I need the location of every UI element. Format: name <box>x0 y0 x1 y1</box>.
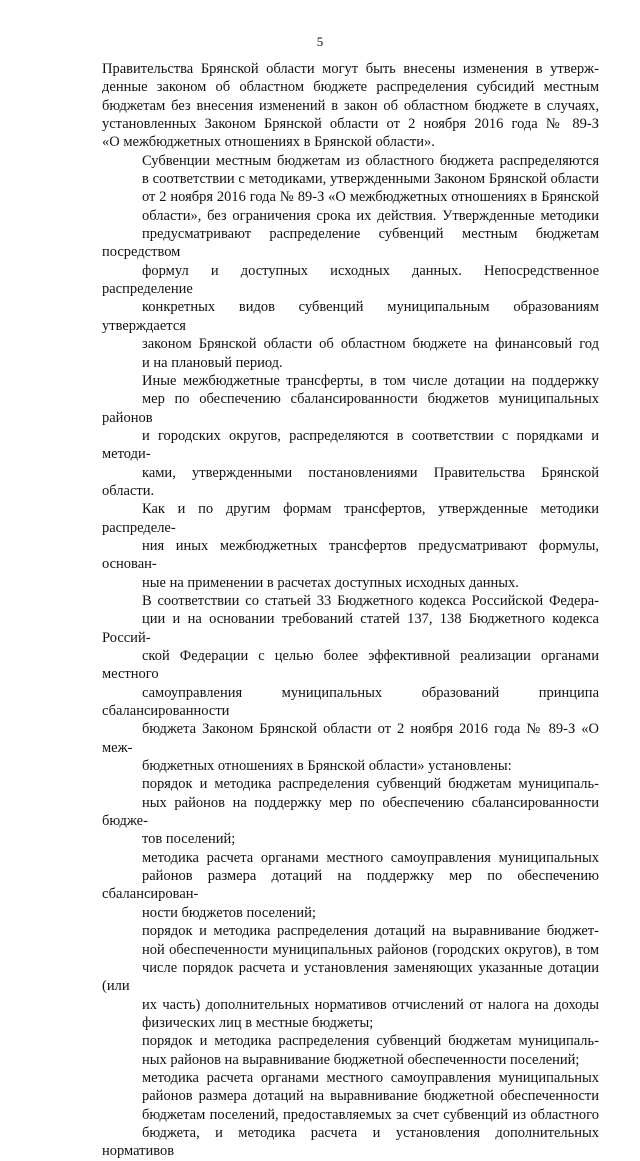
text-line: установленных Законом Брянской области от 2 ноября 2016 года № 89-З <box>102 116 599 133</box>
text-line: бюджетам поселений, предоставляемых за счет субвенций из областного <box>142 1106 599 1123</box>
text-line: бюджета Законом Брянской области от 2 ноября 2016 года № 89-З «О меж- <box>102 721 599 756</box>
text-line: ками, утвержденными постановлениями Правительства Брянской области. <box>102 464 599 499</box>
text-line: мер по обеспечению сбалансированности бюджетов муниципальных районов <box>102 391 599 426</box>
text-line: их часть) дополнительных нормативов отчислений от налога на доходы <box>142 996 599 1013</box>
text-line: области», без ограничения срока их действия. Утвержденные методики <box>142 207 599 224</box>
text-line: порядок и методика распределения дотаций на выравнивание бюджет- <box>142 923 599 940</box>
paragraph <box>102 775 599 848</box>
paragraph <box>102 849 599 922</box>
text-line: формул и доступных исходных данных. Непосредственное распределение <box>102 262 599 298</box>
paragraph <box>102 592 599 775</box>
text-line: предусматривают распределение субвенций местным бюджетам посредством <box>102 226 599 261</box>
text-line: методика расчета органами местного самоуправления муниципальных <box>142 849 599 866</box>
text-line: ции и на основании требований статей 137, 138 Бюджетного кодекса Россий- <box>102 611 599 646</box>
body-text <box>102 60 599 1161</box>
text-line: методика расчета органами местного самоуправления муниципальных <box>142 1069 599 1086</box>
text-line: Субвенции местным бюджетам из областного бюджета распределяются <box>142 152 599 169</box>
text-line: ных районов на выравнивание бюджетной обеспеченности поселений; <box>142 1051 580 1068</box>
text-line: «О межбюджетных отношениях в Брянской области». <box>102 134 435 151</box>
page-number: 5 <box>316 34 324 49</box>
text-line: ния иных межбюджетных трансфертов предусматривают формулы, основан- <box>102 537 599 573</box>
text-line: районов размера дотаций на выравнивание бюджетной обеспеченности <box>142 1088 599 1105</box>
text-line: районов размера дотаций на поддержку мер по обеспечению сбалансирован- <box>102 868 599 903</box>
text-line: Правительства Брянской области могут быть внесены изменения в утверж- <box>102 61 599 77</box>
text-line: денные законом об областном бюджете распределения субсидий местным <box>102 79 599 96</box>
text-line: физических лиц в местные бюджеты; <box>142 1014 374 1031</box>
text-line: Иные межбюджетные трансферты, в том числе дотации на поддержку <box>142 372 599 389</box>
text-line: порядок и методика распределения субвенций бюджетам муниципаль- <box>142 1033 599 1050</box>
paragraph <box>102 60 599 152</box>
text-line: ных районов на поддержку мер по обеспечению сбалансированности бюдже- <box>102 794 599 830</box>
text-line: от 2 ноября 2016 года № 89-З «О межбюджетных отношениях в Брянской <box>142 189 599 206</box>
text-line: ные на применении в расчетах доступных исходных данных. <box>142 574 519 591</box>
text-line: порядок и методика распределения субвенций бюджетам муниципаль- <box>142 776 599 793</box>
text-line: бюджетам без внесения изменений в закон об областном бюджете в случаях, <box>102 97 599 114</box>
text-line: законом Брянской области об областном бюджете на финансовый год <box>142 336 599 353</box>
text-line: в соответствии с методиками, утвержденными Законом Брянской области <box>142 171 599 188</box>
text-line: бюджета, и методика расчета и установления дополнительных нормативов <box>102 1124 599 1160</box>
text-line: и городских округов, распределяются в соответствии с порядками и методи- <box>102 427 599 463</box>
paragraph <box>102 922 599 1032</box>
text-line: ной обеспеченности муниципальных районов (городских округов), в том <box>142 941 599 958</box>
text-line: самоуправления муниципальных образований принципа сбалансированности <box>102 684 599 720</box>
text-line: бюджетных отношениях в Брянской области» установлены: <box>142 758 512 775</box>
text-line: и на плановый период. <box>142 354 283 371</box>
text-line: числе порядок расчета и установления заменяющих указанные дотации (или <box>102 959 599 995</box>
text-line: В соответствии со статьей 33 Бюджетного кодекса Российской Федера- <box>142 592 599 609</box>
paragraph <box>102 1032 599 1069</box>
paragraph <box>102 152 599 372</box>
text-line: конкретных видов субвенций муниципальным образованиям утверждается <box>102 299 599 334</box>
text-line: Как и по другим формам трансфертов, утвержденные методики распределе- <box>102 501 599 536</box>
text-line: ности бюджетов поселений; <box>142 904 316 921</box>
paragraph <box>102 372 599 592</box>
paragraph <box>102 1069 599 1161</box>
text-line: ской Федерации с целью более эффективной реализации органами местного <box>102 648 599 683</box>
text-line: тов поселений; <box>142 831 236 848</box>
